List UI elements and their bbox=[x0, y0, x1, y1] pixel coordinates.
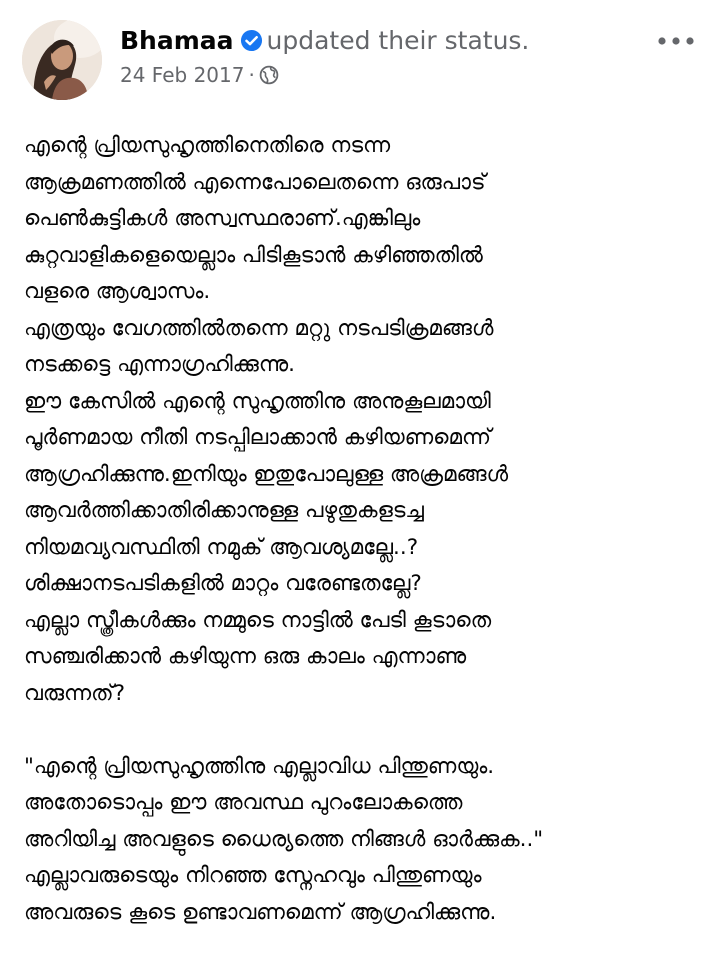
post-header bbox=[22, 20, 702, 104]
post-paragraph: "എന്റെ പ്രിയസുഹൃത്തിനു എല്ലാവിധ പിന്തുണയും. അതോടൊപ്പം ഈ അവസ്ഥ പുറംലോകത്തെ അറിയിച്ച അവളുടെ ധൈര്യത്തെ നിങ്ങൾ ഓർക്കുക.." എല്ലാവരുടെയും നിറഞ്ഞ സ്നേഹവും പിന്തുണയും അവരുടെ കൂടെ ഉണ്ടാവണമെന്ന് ആഗ്രഹിക്കുന്നു. bbox=[24, 753, 544, 925]
meta-separator: · bbox=[248, 63, 255, 87]
post-meta bbox=[120, 62, 640, 88]
avatar-photo bbox=[22, 20, 102, 100]
author-name[interactable]: Bhamaa bbox=[120, 26, 234, 55]
status-action-text: updated their status. bbox=[266, 26, 530, 55]
post-body bbox=[24, 128, 700, 931]
post-date[interactable]: 24 Feb 2017 bbox=[120, 63, 245, 87]
verified-badge-icon bbox=[240, 29, 263, 52]
globe-icon[interactable] bbox=[259, 65, 279, 85]
more-options-icon[interactable] bbox=[654, 28, 698, 54]
post-header-text bbox=[120, 26, 640, 88]
post-paragraph: എന്റെ പ്രിയസുഹൃത്തിനെതിരെ നടന്ന ആക്രമണത്തിൽ എന്നെപോലെതന്നെ ഒരുപാട് പെൺകുട്ടികൾ അസ്വസ്ഥരാണ്.എങ്കിലും കുറ്റവാളികളെയെല്ലാം പിടികൂടാൻ കഴിഞ്ഞതിൽ വളരെ ആശ്വാസം. എത്രയും വേഗത്തിൽതന്നെ മറ്റു നടപടിക്രമങ്ങൾ നടക്കട്ടെ എന്നാഗ്രഹിക്കുന്നു. ഈ കേസിൽ എന്റെ സുഹൃത്തിനു അനുകൂലമായി പൂർണമായ നീതി നടപ്പിലാക്കാൻ കഴിയണമെന്ന് ആഗ്രഹിക്കുന്നു.ഇനിയും ഇതുപോലുള്ള അക്രമങ്ങൾ ആവർത്തിക്കാതിരിക്കാനുള്ള പഴുതുകളടച്ച നിയമവ്യവസ്ഥിതി നമുക് ആവശ്യമല്ലേ..? ശിക്ഷാനടപടികളിൽ മാറ്റം വരേണ്ടതല്ലേ? എല്ലാ സ്ത്രീകൾക്കും നമ്മുടെ നാട്ടിൽ പേടി കൂടാതെ സഞ്ചരിക്കാൻ കഴിയുന്ന ഒരു കാലം എന്നാണു വരുന്നത്? bbox=[24, 133, 509, 706]
author-avatar[interactable] bbox=[22, 20, 102, 100]
name-line bbox=[120, 26, 640, 56]
